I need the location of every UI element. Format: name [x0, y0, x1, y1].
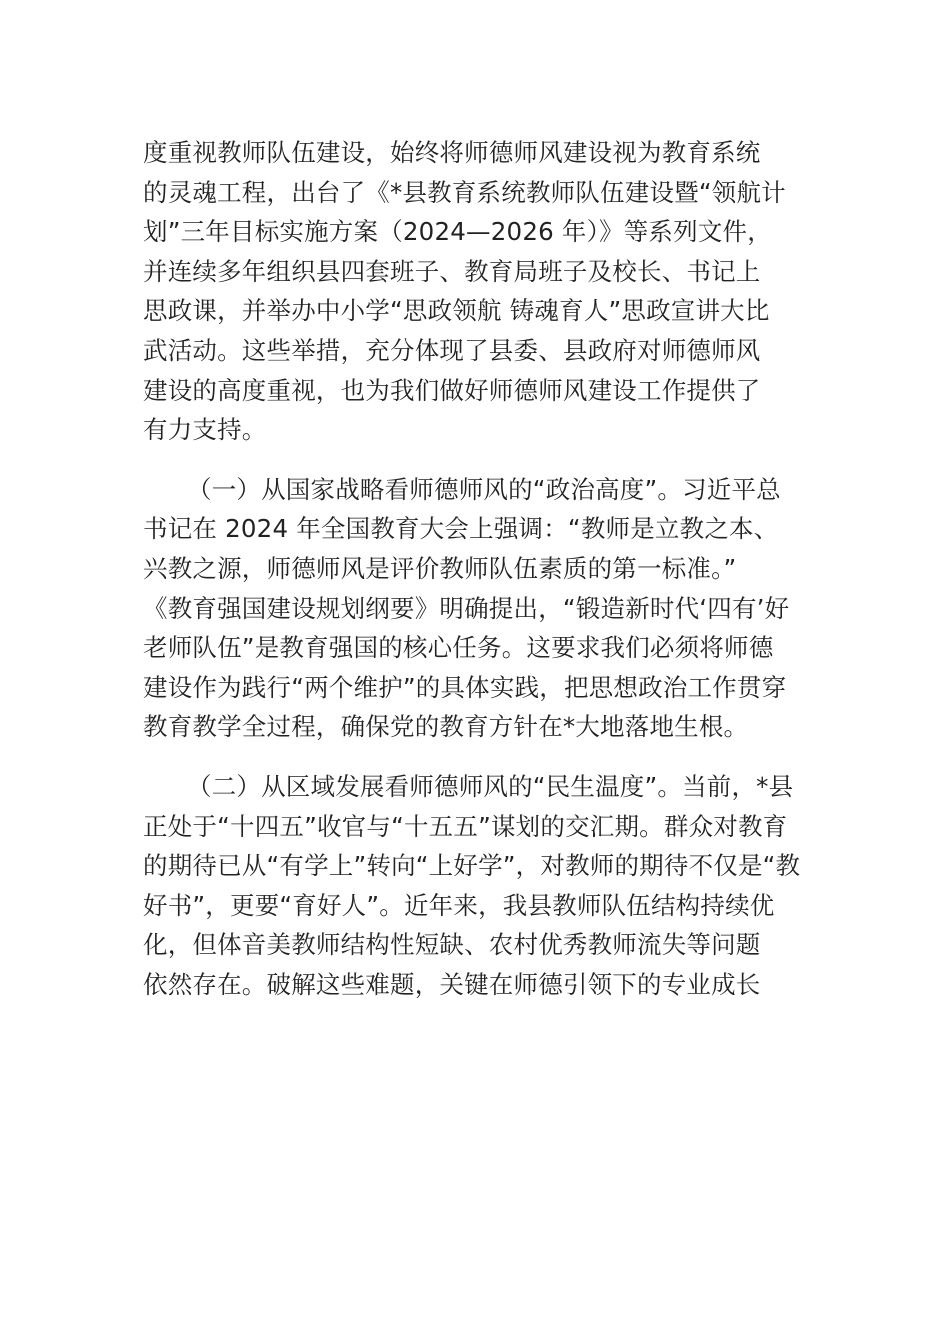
text-line: 的期待已从“有学上”转向“上好学”，对教师的期待不仅是“教 — [143, 851, 801, 881]
text-line: 划”三年目标实施方案（2024—2026 年）》等系列文件， — [143, 217, 772, 247]
text-line: 正处于“十四五”收官与“十五五”谋划的交汇期。群众对教育 — [143, 811, 788, 841]
text-line: 依然存在。破解这些难题，关键在师德引领下的专业成长 — [143, 969, 761, 999]
text-line: 《教育强国建设规划纲要》明确提出，“锻造新时代‘四有’好 — [143, 593, 790, 623]
text-line-first: （二）从区域发展看师德师风的“民生温度”。当前，*县 — [187, 771, 794, 801]
text-line: 建设的高度重视，也为我们做好师德师风建设工作提供了 — [143, 375, 761, 405]
document-body — [143, 133, 809, 1004]
text-line: 化，但体音美教师结构性短缺、农村优秀教师流失等问题 — [143, 930, 761, 960]
text-line: 教育教学全过程，确保党的教育方针在*大地落地生根。 — [143, 712, 749, 742]
text-line: 度重视教师队伍建设，始终将师德师风建设视为教育系统 — [143, 138, 761, 167]
text-line-first: （一）从国家战略看师德师风的“政治高度”。习近平总 — [187, 474, 781, 504]
text-line: 有力支持。 — [143, 415, 267, 445]
text-line: 兴教之源，师德师风是评价教师队伍素质的第一标准。” — [143, 553, 737, 583]
text-line: 书记在 2024 年全国教育大会上强调：“教师是立教之本、 — [143, 514, 779, 544]
text-line: 建设作为践行“两个维护”的具体实践，把思想政治工作贯穿 — [143, 672, 787, 702]
text-line: 的灵魂工程，出台了《*县教育系统教师队伍建设暨“领航计 — [143, 177, 786, 207]
paragraph-spacing — [143, 747, 809, 767]
text-line: 思政课，并举办中小学“思政领航 铸魂育人”思政宣讲大比 — [143, 296, 770, 326]
paragraph-intro-continuation — [143, 133, 809, 450]
text-line: 好书”，更要“育好人”。近年来，我县教师队伍结构持续优 — [143, 890, 775, 920]
paragraph-spacing — [143, 450, 809, 470]
paragraph-section-two — [143, 767, 809, 1005]
paragraph-section-one — [143, 470, 809, 747]
text-line: 老师队伍”是教育强国的核心任务。这要求我们必须将师德 — [143, 633, 774, 663]
text-line: 武活动。这些举措，充分体现了县委、县政府对师德师风 — [143, 335, 761, 365]
text-line: 并连续多年组织县四套班子、教育局班子及校长、书记上 — [143, 256, 761, 286]
